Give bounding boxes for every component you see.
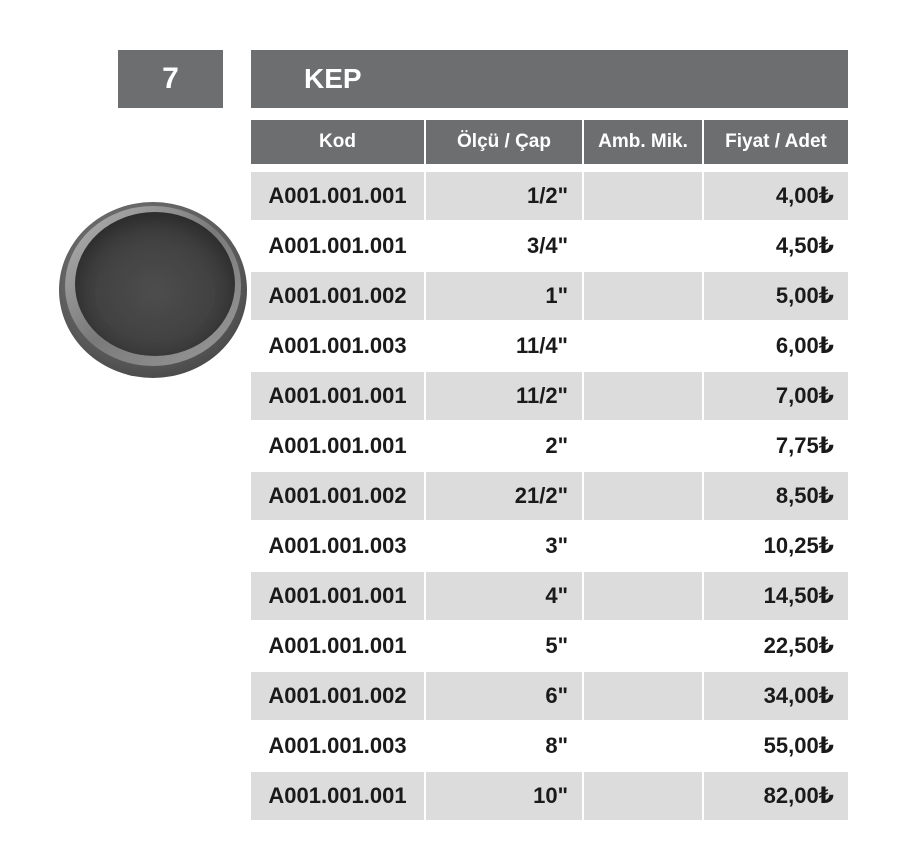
code-cell: A001.001.001 xyxy=(251,221,425,271)
size-cell: 8" xyxy=(425,721,583,771)
table-row xyxy=(251,172,848,221)
size-cell: 2" xyxy=(425,421,583,471)
price-cell: 6,00₺ xyxy=(703,321,848,371)
pipe-cap-image xyxy=(57,198,249,380)
size-cell: 1" xyxy=(425,271,583,321)
price-cell: 4,50₺ xyxy=(703,221,848,271)
size-cell: 4" xyxy=(425,571,583,621)
pack-cell xyxy=(583,321,703,371)
code-cell: A001.001.001 xyxy=(251,172,425,221)
pack-cell xyxy=(583,271,703,321)
pack-cell xyxy=(583,421,703,471)
section-title: KEP xyxy=(251,50,848,108)
code-cell: A001.001.003 xyxy=(251,321,425,371)
price-cell: 7,75₺ xyxy=(703,421,848,471)
code-cell: A001.001.001 xyxy=(251,771,425,821)
price-cell: 14,50₺ xyxy=(703,571,848,621)
pack-cell xyxy=(583,521,703,571)
pack-cell xyxy=(583,172,703,221)
table-row xyxy=(251,321,848,371)
code-cell: A001.001.002 xyxy=(251,271,425,321)
size-cell: 11/4" xyxy=(425,321,583,371)
code-cell: A001.001.001 xyxy=(251,371,425,421)
table-row xyxy=(251,671,848,721)
table-row xyxy=(251,521,848,571)
header-pack-qty: Amb. Mik. xyxy=(583,120,703,164)
pack-cell xyxy=(583,571,703,621)
code-cell: A001.001.002 xyxy=(251,471,425,521)
table-row xyxy=(251,571,848,621)
size-cell: 10" xyxy=(425,771,583,821)
code-cell: A001.001.001 xyxy=(251,421,425,471)
table-row xyxy=(251,721,848,771)
table-row xyxy=(251,271,848,321)
price-cell: 5,00₺ xyxy=(703,271,848,321)
header-spacer xyxy=(251,164,848,172)
header-size: Ölçü / Çap xyxy=(425,120,583,164)
table-row xyxy=(251,221,848,271)
table-row xyxy=(251,621,848,671)
table-row xyxy=(251,471,848,521)
code-cell: A001.001.003 xyxy=(251,721,425,771)
pack-cell xyxy=(583,721,703,771)
price-cell: 10,25₺ xyxy=(703,521,848,571)
price-cell: 34,00₺ xyxy=(703,671,848,721)
pack-cell xyxy=(583,371,703,421)
header-code: Kod xyxy=(251,120,425,164)
table-row xyxy=(251,371,848,421)
code-cell: A001.001.002 xyxy=(251,671,425,721)
price-cell: 22,50₺ xyxy=(703,621,848,671)
size-cell: 1/2" xyxy=(425,172,583,221)
price-cell: 8,50₺ xyxy=(703,471,848,521)
code-cell: A001.001.001 xyxy=(251,621,425,671)
table-row xyxy=(251,771,848,821)
header-unit-price: Fiyat / Adet xyxy=(703,120,848,164)
price-cell: 4,00₺ xyxy=(703,172,848,221)
code-cell: A001.001.003 xyxy=(251,521,425,571)
size-cell: 3/4" xyxy=(425,221,583,271)
size-cell: 3" xyxy=(425,521,583,571)
price-cell: 82,00₺ xyxy=(703,771,848,821)
price-cell: 55,00₺ xyxy=(703,721,848,771)
size-cell: 21/2" xyxy=(425,471,583,521)
pack-cell xyxy=(583,221,703,271)
table-header-row xyxy=(251,120,848,164)
price-table xyxy=(251,120,848,822)
table-row xyxy=(251,421,848,471)
size-cell: 6" xyxy=(425,671,583,721)
size-cell: 11/2" xyxy=(425,371,583,421)
section-number: 7 xyxy=(118,50,223,108)
code-cell: A001.001.001 xyxy=(251,571,425,621)
price-cell: 7,00₺ xyxy=(703,371,848,421)
size-cell: 5" xyxy=(425,621,583,671)
pack-cell xyxy=(583,621,703,671)
pack-cell xyxy=(583,671,703,721)
pack-cell xyxy=(583,471,703,521)
pack-cell xyxy=(583,771,703,821)
